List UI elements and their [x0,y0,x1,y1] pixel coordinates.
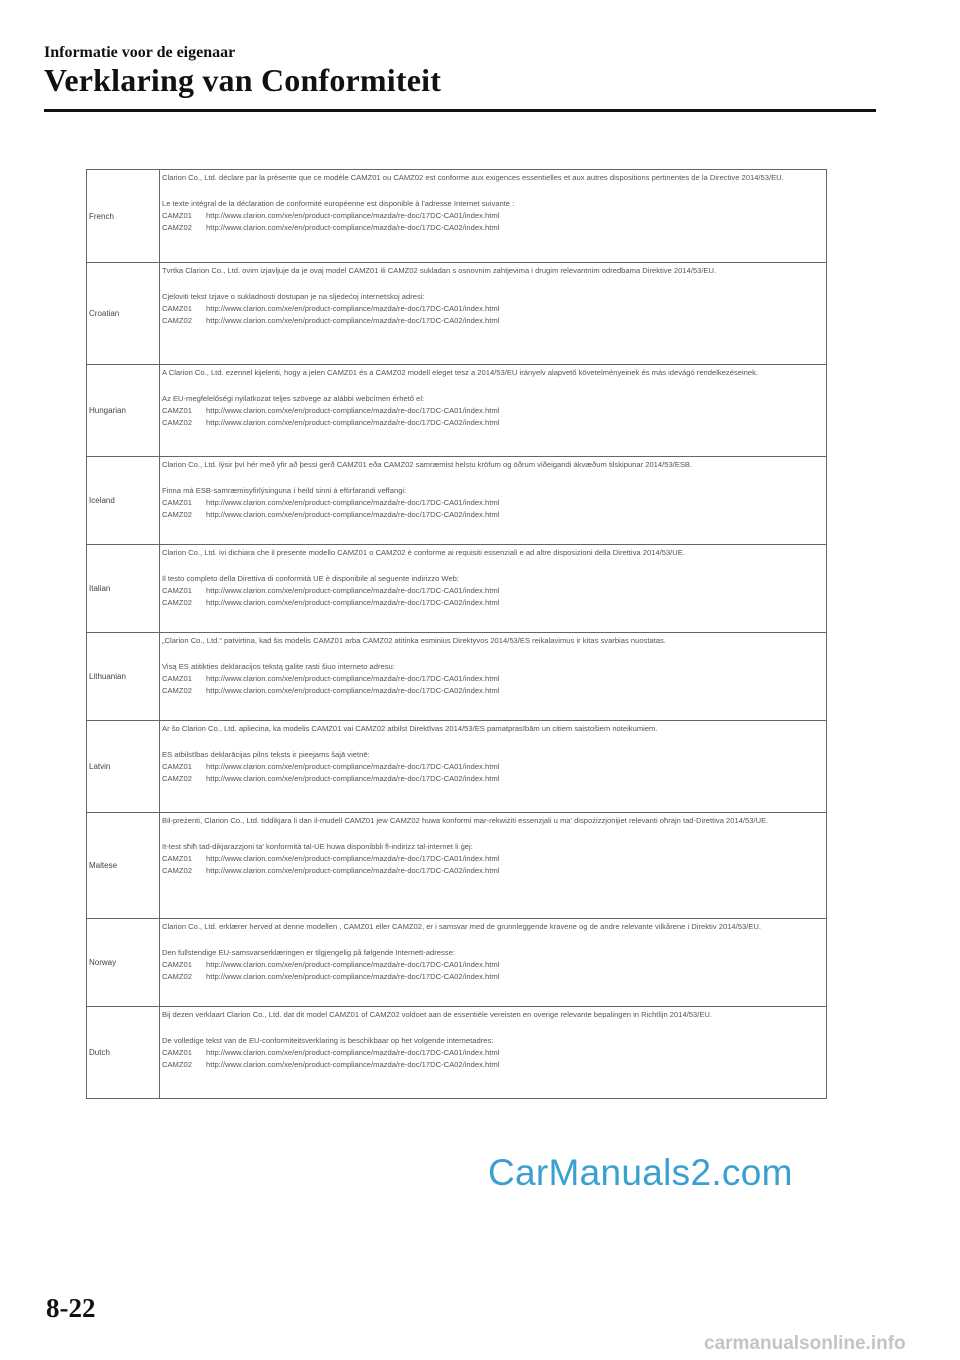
doc-url-link[interactable]: http://www.clarion.com/xe/en/product-compliance/mazda/re-doc/17DC-CA02/index.html [206,686,500,695]
full-text-intro: Az EU-megfelelőségi nyilatkozat teljes szövege az alábbi webcímen érhető el: [162,394,425,403]
page-title: Verklaring van Conformiteit [44,62,442,98]
declaration-cell [160,633,827,721]
model-code: CAMZ02 [162,418,192,427]
full-text-intro: It-test sħiħ tad-dikjarazzjoni ta' konformità tal-UE huwa disponibbli fl-indirizz tal-internet li ġej: [162,842,473,851]
model-code: CAMZ02 [162,774,192,783]
language-label: Italian [87,545,160,633]
model-code: CAMZ01 [162,304,192,313]
full-text-intro: ES atbilstības deklarācijas pilns teksts ir pieejams šajā vietnē: [162,750,370,759]
language-label: Norway [87,919,160,1007]
model-code: CAMZ01 [162,960,192,969]
declaration-cell [160,457,827,545]
model-code: CAMZ01 [162,211,192,220]
language-label: Croatian [87,263,160,365]
declaration-cell [160,365,827,457]
language-label: Iceland [87,457,160,545]
doc-url-link[interactable]: http://www.clarion.com/xe/en/product-compliance/mazda/re-doc/17DC-CA02/index.html [206,223,500,232]
watermark-logo[interactable]: CarManuals2.com [488,1152,793,1193]
declaration-text: Clarion Co., Ltd. déclare par la présente que ce modèle CAMZ01 ou CAMZ02 est conforme aux exigences essentielles et aux autres dispositions pertinentes de la Directive 2014/53/EU. [162,173,784,182]
declaration-cell [160,813,827,919]
declaration-text: Ar šo Clarion Co., Ltd. apliecina, ka modelis CAMZ01 vai CAMZ02 atbilst Direktīvas 2014/53/ES pamatprasībām un citiem saistošiem noteikumiem. [162,724,658,733]
doc-url-link[interactable]: http://www.clarion.com/xe/en/product-compliance/mazda/re-doc/17DC-CA02/index.html [206,1060,500,1069]
doc-link-line [162,761,820,773]
model-code: CAMZ02 [162,223,192,232]
model-code: CAMZ02 [162,316,192,325]
doc-url-link[interactable]: http://www.clarion.com/xe/en/product-compliance/mazda/re-doc/17DC-CA02/index.html [206,866,500,875]
language-label: Dutch [87,1007,160,1099]
declaration-cell [160,545,827,633]
language-label: French [87,170,160,263]
doc-link-line [162,405,820,417]
page-number: 8-22 [46,1293,96,1323]
doc-link-line [162,959,820,971]
declaration-text: Clarion Co., Ltd. erklærer herved at denne modellen , CAMZ01 eller CAMZ02, er i samsvar med de grunnleggende kravene og de andre relevante vilkårene i Direktiv 2014/53/EU. [162,922,761,931]
doc-link-line [162,222,820,234]
model-code: CAMZ02 [162,972,192,981]
model-code: CAMZ02 [162,686,192,695]
model-code: CAMZ02 [162,1060,192,1069]
doc-link-line [162,1047,820,1059]
doc-url-link[interactable]: http://www.clarion.com/xe/en/product-compliance/mazda/re-doc/17DC-CA02/index.html [206,774,500,783]
model-code: CAMZ01 [162,854,192,863]
declaration-text: A Clarion Co., Ltd. ezennel kijelenti, hogy a jelen CAMZ01 és a CAMZ02 modell eleget tesz a 2014/53/EU irányelv alapvető követelményeinek és más idevágó rendelkezéseinek. [162,368,759,377]
language-label: Hungarian [87,365,160,457]
model-code: CAMZ02 [162,866,192,875]
doc-url-link[interactable]: http://www.clarion.com/xe/en/product-compliance/mazda/re-doc/17DC-CA02/index.html [206,510,500,519]
declaration-text: Clarion Co., Ltd. ivi dichiara che il presente modello CAMZ01 o CAMZ02 è conforme ai requisiti essenziali e ad altre disposizioni della Direttiva 2014/53/UE. [162,548,685,557]
model-code: CAMZ01 [162,762,192,771]
declaration-text: Bij dezen verklaart Clarion Co., Ltd. dat dit model CAMZ01 of CAMZ02 voldoet aan de essentiële vereisten en overige relevante bepalingen in Richtlijn 2014/53/EU. [162,1010,713,1019]
doc-url-link[interactable]: http://www.clarion.com/xe/en/product-compliance/mazda/re-doc/17DC-CA01/index.html [206,960,500,969]
table-row [87,721,827,813]
table-row [87,170,827,263]
declaration-text: Bil-preżenti, Clarion Co., Ltd. tiddikjara li dan il-mudell CAMZ01 jew CAMZ02 huwa konformi mar-rekwiżiti essenzjali u ma' dispożizzjonijiet relevanti oħrajn tad-Direttiva 2014/53/UE. [162,816,769,825]
doc-link-line [162,673,820,685]
table-row [87,633,827,721]
model-code: CAMZ01 [162,586,192,595]
doc-url-link[interactable]: http://www.clarion.com/xe/en/product-compliance/mazda/re-doc/17DC-CA01/index.html [206,674,500,683]
title-rule [44,109,876,112]
doc-url-link[interactable]: http://www.clarion.com/xe/en/product-compliance/mazda/re-doc/17DC-CA01/index.html [206,1048,500,1057]
doc-url-link[interactable]: http://www.clarion.com/xe/en/product-compliance/mazda/re-doc/17DC-CA01/index.html [206,211,500,220]
doc-link-line [162,865,820,877]
model-code: CAMZ02 [162,598,192,607]
full-text-intro: Finna má ESB-samræmisyfirlýsinguna í heild sinni á eftirfarandi veffangi: [162,486,407,495]
doc-link-line [162,303,820,315]
section-label: Informatie voor de eigenaar [44,44,236,61]
doc-link-line [162,210,820,222]
model-code: CAMZ01 [162,406,192,415]
declaration-text: Clarion Co., Ltd. lýsir því hér með yfir að þessi gerð CAMZ01 eða CAMZ02 samræmist helstu kröfum og öðrum viðeigandi ákvæðum tilskipunar 2014/53/ESB. [162,460,693,469]
doc-url-link[interactable]: http://www.clarion.com/xe/en/product-compliance/mazda/re-doc/17DC-CA01/index.html [206,406,500,415]
language-label: Latvin [87,721,160,813]
doc-url-link[interactable]: http://www.clarion.com/xe/en/product-compliance/mazda/re-doc/17DC-CA02/index.html [206,598,500,607]
doc-link-line [162,509,820,521]
conformity-table [86,169,827,1099]
full-text-intro: Cjeloviti tekst Izjave o sukladnosti dostupan je na sljedećoj internetskoj adresi: [162,292,425,301]
model-code: CAMZ01 [162,674,192,683]
declaration-cell [160,263,827,365]
declaration-cell [160,919,827,1007]
model-code: CAMZ01 [162,498,192,507]
doc-url-link[interactable]: http://www.clarion.com/xe/en/product-compliance/mazda/re-doc/17DC-CA01/index.html [206,854,500,863]
table-row [87,263,827,365]
doc-url-link[interactable]: http://www.clarion.com/xe/en/product-compliance/mazda/re-doc/17DC-CA02/index.html [206,972,500,981]
doc-url-link[interactable]: http://www.clarion.com/xe/en/product-compliance/mazda/re-doc/17DC-CA01/index.html [206,304,500,313]
doc-link-line [162,497,820,509]
doc-link-line [162,1059,820,1071]
language-label: Maltese [87,813,160,919]
doc-url-link[interactable]: http://www.clarion.com/xe/en/product-compliance/mazda/re-doc/17DC-CA02/index.html [206,418,500,427]
doc-url-link[interactable]: http://www.clarion.com/xe/en/product-compliance/mazda/re-doc/17DC-CA01/index.html [206,586,500,595]
doc-link-line [162,315,820,327]
table-row [87,813,827,919]
table-row [87,457,827,545]
doc-url-link[interactable]: http://www.clarion.com/xe/en/product-compliance/mazda/re-doc/17DC-CA01/index.html [206,498,500,507]
doc-link-line [162,971,820,983]
full-text-intro: Le texte intégral de la déclaration de conformité européenne est disponible à l'adresse Internet suivante : [162,199,515,208]
table-row [87,919,827,1007]
language-label: Lithuanian [87,633,160,721]
declaration-cell [160,170,827,263]
declaration-cell [160,721,827,813]
declaration-cell [160,1007,827,1099]
full-text-intro: Visą ES atitikties deklaracijos tekstą galite rasti šiuo interneto adresu: [162,662,395,671]
full-text-intro: Il testo completo della Direttiva di conformità UE è disponibile al seguente indirizzo Web: [162,574,460,583]
table-row [87,1007,827,1099]
table-row [87,545,827,633]
model-code: CAMZ02 [162,510,192,519]
declaration-text: „Clarion Co., Ltd.“ patvirtina, kad šis modelis CAMZ01 arba CAMZ02 atitinka esminius Direktyvos 2014/53/ES reikalavimus ir kitas svarbias nuostatas. [162,636,666,645]
full-text-intro: Den fullstendige EU-samsvarserklæringen er tilgjengelig på følgende Internett-adresse: [162,948,455,957]
model-code: CAMZ01 [162,1048,192,1057]
doc-url-link[interactable]: http://www.clarion.com/xe/en/product-compliance/mazda/re-doc/17DC-CA02/index.html [206,316,500,325]
table-row [87,365,827,457]
full-text-intro: De volledige tekst van de EU-conformiteitsverklaring is beschikbaar op het volgende internetadres: [162,1036,494,1045]
doc-link-line [162,685,820,697]
doc-link-line [162,773,820,785]
doc-link-line [162,585,820,597]
doc-url-link[interactable]: http://www.clarion.com/xe/en/product-compliance/mazda/re-doc/17DC-CA01/index.html [206,762,500,771]
doc-link-line [162,597,820,609]
footer-watermark[interactable]: carmanualsonline.info [704,1333,906,1354]
doc-link-line [162,417,820,429]
doc-link-line [162,853,820,865]
declaration-text: Tvrtka Clarion Co., Ltd. ovim izjavljuje da je ovaj model CAMZ01 ili CAMZ02 sukladan s osnovnim zahtjevima i drugim relevantnim odredbama Direktive 2014/53/EU. [162,266,717,275]
